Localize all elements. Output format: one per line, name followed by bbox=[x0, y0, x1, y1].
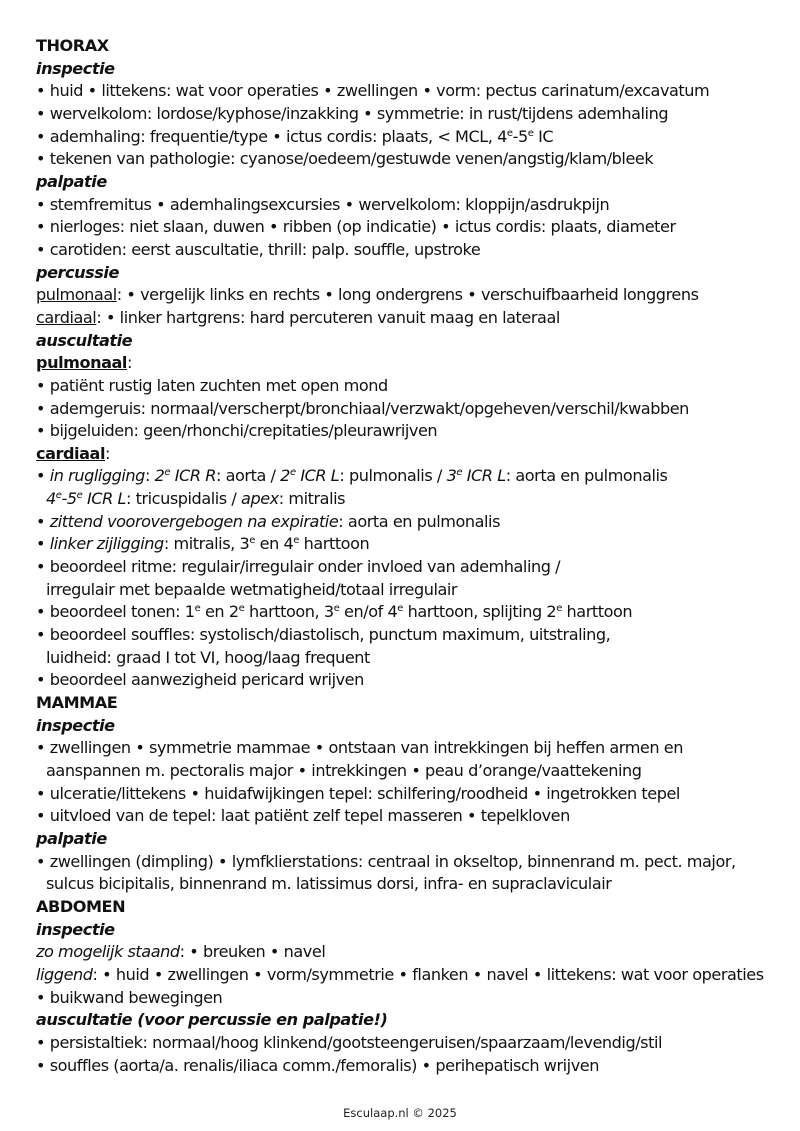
text-segment: 4 bbox=[46, 489, 56, 509]
text-segment: ICR L bbox=[462, 466, 506, 486]
text-segment: ABDOMEN bbox=[36, 896, 126, 916]
text-segment: • zwellingen (dimpling) • lymfklierstations: centraal in okseltop, binnenrand m. pect. major, bbox=[36, 851, 736, 871]
text-segment: zittend voorovergebogen na expiratie bbox=[49, 511, 339, 531]
text-segment: 2 bbox=[154, 466, 165, 486]
text-segment: • ademhaling: frequentie/type • ictus cordis: plaats, < MCL, 4 bbox=[36, 126, 507, 146]
superscript: e bbox=[456, 467, 463, 479]
text-line-continuation bbox=[36, 873, 776, 896]
superscript: e bbox=[397, 603, 403, 615]
text-line bbox=[36, 80, 776, 103]
text-line-continuation bbox=[36, 760, 776, 783]
superscript: e bbox=[55, 490, 62, 502]
text-segment: : bbox=[144, 466, 155, 486]
text-line bbox=[36, 126, 776, 149]
text-line bbox=[36, 465, 776, 488]
text-segment: : aorta / bbox=[215, 466, 281, 486]
text-segment: inspectie bbox=[36, 715, 115, 735]
text-segment: MAMMAE bbox=[36, 693, 118, 713]
text-segment: • persistaltiek: normaal/hoog klinkend/gootsteengeruisen/spaarzaam/levendig/stil bbox=[36, 1032, 663, 1052]
text-segment: in rugligging bbox=[49, 466, 145, 486]
text-segment: sulcus bicipitalis, binnenrand m. latissimus dorsi, infra- en supraclaviculair bbox=[46, 874, 612, 894]
text-line bbox=[36, 194, 776, 217]
superscript: e bbox=[289, 467, 296, 479]
subsection-heading bbox=[36, 262, 776, 285]
document-body bbox=[36, 35, 776, 1077]
text-segment: auscultatie bbox=[36, 330, 133, 350]
text-line bbox=[36, 941, 776, 964]
text-segment: • wervelkolom: lordose/kyphose/inzakking • symmetrie: in rust/tijdens ademhaling bbox=[36, 103, 669, 123]
text-segment: palpatie bbox=[36, 828, 107, 848]
superscript: e bbox=[164, 467, 171, 479]
text-segment: en 2 bbox=[200, 602, 239, 622]
text-segment: : aorta en pulmonalis bbox=[505, 466, 668, 486]
text-segment: : tricuspidalis / bbox=[126, 489, 242, 509]
superscript: e bbox=[333, 603, 340, 615]
underlined-label: pulmonaal bbox=[36, 285, 117, 305]
text-segment: • bbox=[36, 511, 50, 531]
superscript: e bbox=[527, 127, 534, 139]
text-segment: IC bbox=[533, 126, 554, 146]
page-footer: Esculaap.nl © 2025 bbox=[343, 1106, 457, 1120]
text-segment: • ulceratie/littekens • huidafwijkingen tepel: schilfering/roodheid • ingetrokken tepel bbox=[36, 783, 680, 803]
text-segment: : aorta en pulmonalis bbox=[338, 511, 501, 531]
subsection-heading bbox=[36, 58, 776, 81]
text-segment: : pulmonalis / bbox=[339, 466, 447, 486]
text-line bbox=[36, 216, 776, 239]
subsection-heading bbox=[36, 828, 776, 851]
text-line bbox=[36, 601, 776, 624]
text-segment: percussie bbox=[36, 262, 119, 282]
section-heading bbox=[36, 896, 776, 919]
text-line bbox=[36, 964, 776, 987]
text-segment: : • vergelijk links en rechts • long ondergrens • verschuifbaarheid longgrens bbox=[116, 285, 699, 305]
text-segment: harttoon, 3 bbox=[244, 602, 334, 622]
text-segment: • carotiden: eerst auscultatie, thrill: palp. souffle, upstroke bbox=[36, 239, 481, 259]
text-segment: : bbox=[126, 353, 132, 373]
text-line bbox=[36, 1055, 776, 1078]
text-segment: • beoordeel souffles: systolisch/diastolisch, punctum maximum, uitstraling, bbox=[36, 625, 611, 645]
text-segment: harttoon bbox=[298, 534, 370, 554]
subsection-heading bbox=[36, 330, 776, 353]
text-line bbox=[36, 511, 776, 534]
text-segment: inspectie bbox=[36, 58, 115, 78]
text-segment: • tekenen van pathologie: cyanose/oedeem/gestuwde venen/angstig/klam/bleek bbox=[36, 149, 654, 169]
text-line bbox=[36, 307, 776, 330]
superscript: e bbox=[249, 535, 255, 547]
text-line bbox=[36, 1032, 776, 1055]
text-segment: ICR L bbox=[295, 466, 340, 486]
text-segment: -5 bbox=[61, 489, 77, 509]
text-segment: • zwellingen • symmetrie mammae • ontstaan van intrekkingen bij heffen armen en bbox=[36, 738, 683, 758]
superscript: e bbox=[76, 490, 83, 502]
text-line bbox=[36, 987, 776, 1010]
text-segment: • beoordeel ritme: regulair/irregulair onder invloed van ademhaling / bbox=[36, 557, 561, 577]
text-segment: palpatie bbox=[36, 171, 107, 191]
text-segment: en 4 bbox=[254, 534, 294, 554]
text-segment: • uitvloed van de tepel: laat patiënt zelf tepel masseren • tepelkloven bbox=[36, 806, 570, 826]
text-segment: aanspannen m. pectoralis major • intrekkingen • peau d’orange/vaattekening bbox=[46, 761, 642, 780]
text-line bbox=[36, 533, 776, 556]
text-segment: • beoordeel aanwezigheid pericard wrijven bbox=[36, 670, 364, 690]
subsection-heading bbox=[36, 1009, 776, 1032]
text-line bbox=[36, 851, 776, 874]
text-line bbox=[36, 443, 776, 466]
text-segment: • ademgeruis: normaal/verscherpt/bronchiaal/verzwakt/opgeheven/verschil/kwabben bbox=[36, 398, 689, 418]
text-segment: : mitralis, 3 bbox=[163, 534, 250, 554]
text-segment: : • huid • zwellingen • vorm/symmetrie • flanken • navel • littekens: wat voor operaties bbox=[92, 964, 764, 984]
text-segment: 3 bbox=[446, 466, 457, 486]
superscript: e bbox=[293, 535, 299, 547]
text-segment: : mitralis bbox=[278, 489, 346, 509]
text-segment: harttoon bbox=[561, 602, 633, 622]
text-segment: • bbox=[36, 466, 50, 486]
underlined-label: cardiaal bbox=[36, 307, 97, 327]
text-segment: • nierloges: niet slaan, duwen • ribben (op indicatie) • ictus cordis: plaats, diameter bbox=[36, 217, 676, 237]
underlined-label: pulmonaal bbox=[36, 353, 127, 373]
text-segment: • huid • littekens: wat voor operaties • zwellingen • vorm: pectus carinatum/excavatum bbox=[36, 81, 710, 101]
text-segment: • beoordeel tonen: 1 bbox=[36, 602, 195, 622]
superscript: e bbox=[506, 127, 513, 139]
subsection-heading bbox=[36, 919, 776, 942]
text-segment: irregulair met bepaalde wetmatigheid/totaal irregulair bbox=[46, 579, 458, 599]
text-segment: • bijgeluiden: geen/rhonchi/crepitaties/pleurawrijven bbox=[36, 421, 438, 441]
text-segment: • buikwand bewegingen bbox=[36, 987, 223, 1007]
text-segment: : • linker hartgrens: hard percuteren vanuit maag en lateraal bbox=[96, 307, 560, 327]
text-line bbox=[36, 103, 776, 126]
section-heading bbox=[36, 35, 776, 58]
text-segment: zo mogelijk staand bbox=[36, 942, 180, 962]
text-line bbox=[36, 624, 776, 647]
text-segment: en/of 4 bbox=[339, 602, 398, 622]
text-segment: • souffles (aorta/a. renalis/iliaca comm./femoralis) • perihepatisch wrijven bbox=[36, 1055, 599, 1075]
text-segment: • stemfremitus • ademhalingsexcursies • wervelkolom: kloppijn/asdrukpijn bbox=[36, 194, 610, 214]
text-line bbox=[36, 783, 776, 806]
superscript: e bbox=[194, 603, 201, 615]
text-segment: luidheid: graad I tot VI, hoog/laag frequent bbox=[46, 647, 370, 667]
text-line-continuation bbox=[36, 488, 776, 511]
text-line bbox=[36, 737, 776, 760]
text-line bbox=[36, 352, 776, 375]
subsection-heading bbox=[36, 171, 776, 194]
superscript: e bbox=[238, 603, 245, 615]
text-line bbox=[36, 420, 776, 443]
text-segment: -5 bbox=[512, 126, 528, 146]
text-line bbox=[36, 398, 776, 421]
text-line bbox=[36, 284, 776, 307]
text-segment: • bbox=[36, 534, 50, 554]
text-segment: linker zijligging bbox=[49, 534, 164, 554]
text-line bbox=[36, 556, 776, 579]
text-line bbox=[36, 669, 776, 692]
text-line bbox=[36, 375, 776, 398]
text-segment: : bbox=[105, 443, 110, 463]
text-segment: harttoon, splijting 2 bbox=[402, 602, 557, 622]
text-segment: ICR L bbox=[82, 489, 126, 509]
text-segment: apex bbox=[241, 489, 279, 509]
text-segment: ICR R bbox=[170, 466, 216, 486]
text-line bbox=[36, 805, 776, 828]
text-line bbox=[36, 239, 776, 262]
underlined-label: cardiaal bbox=[36, 443, 106, 463]
text-segment: inspectie bbox=[36, 919, 115, 939]
text-line-continuation bbox=[36, 579, 776, 602]
text-segment: : • breuken • navel bbox=[179, 942, 326, 962]
text-segment: • patiënt rustig laten zuchten met open mond bbox=[36, 375, 388, 395]
section-heading bbox=[36, 692, 776, 715]
text-line bbox=[36, 148, 776, 171]
text-segment: auscultatie (voor percussie en palpatie!) bbox=[36, 1010, 388, 1030]
subsection-heading bbox=[36, 715, 776, 738]
superscript: e bbox=[556, 603, 562, 615]
text-segment: liggend bbox=[36, 964, 93, 984]
text-segment: 2 bbox=[280, 466, 290, 486]
text-segment: THORAX bbox=[36, 36, 109, 55]
text-line-continuation bbox=[36, 647, 776, 670]
